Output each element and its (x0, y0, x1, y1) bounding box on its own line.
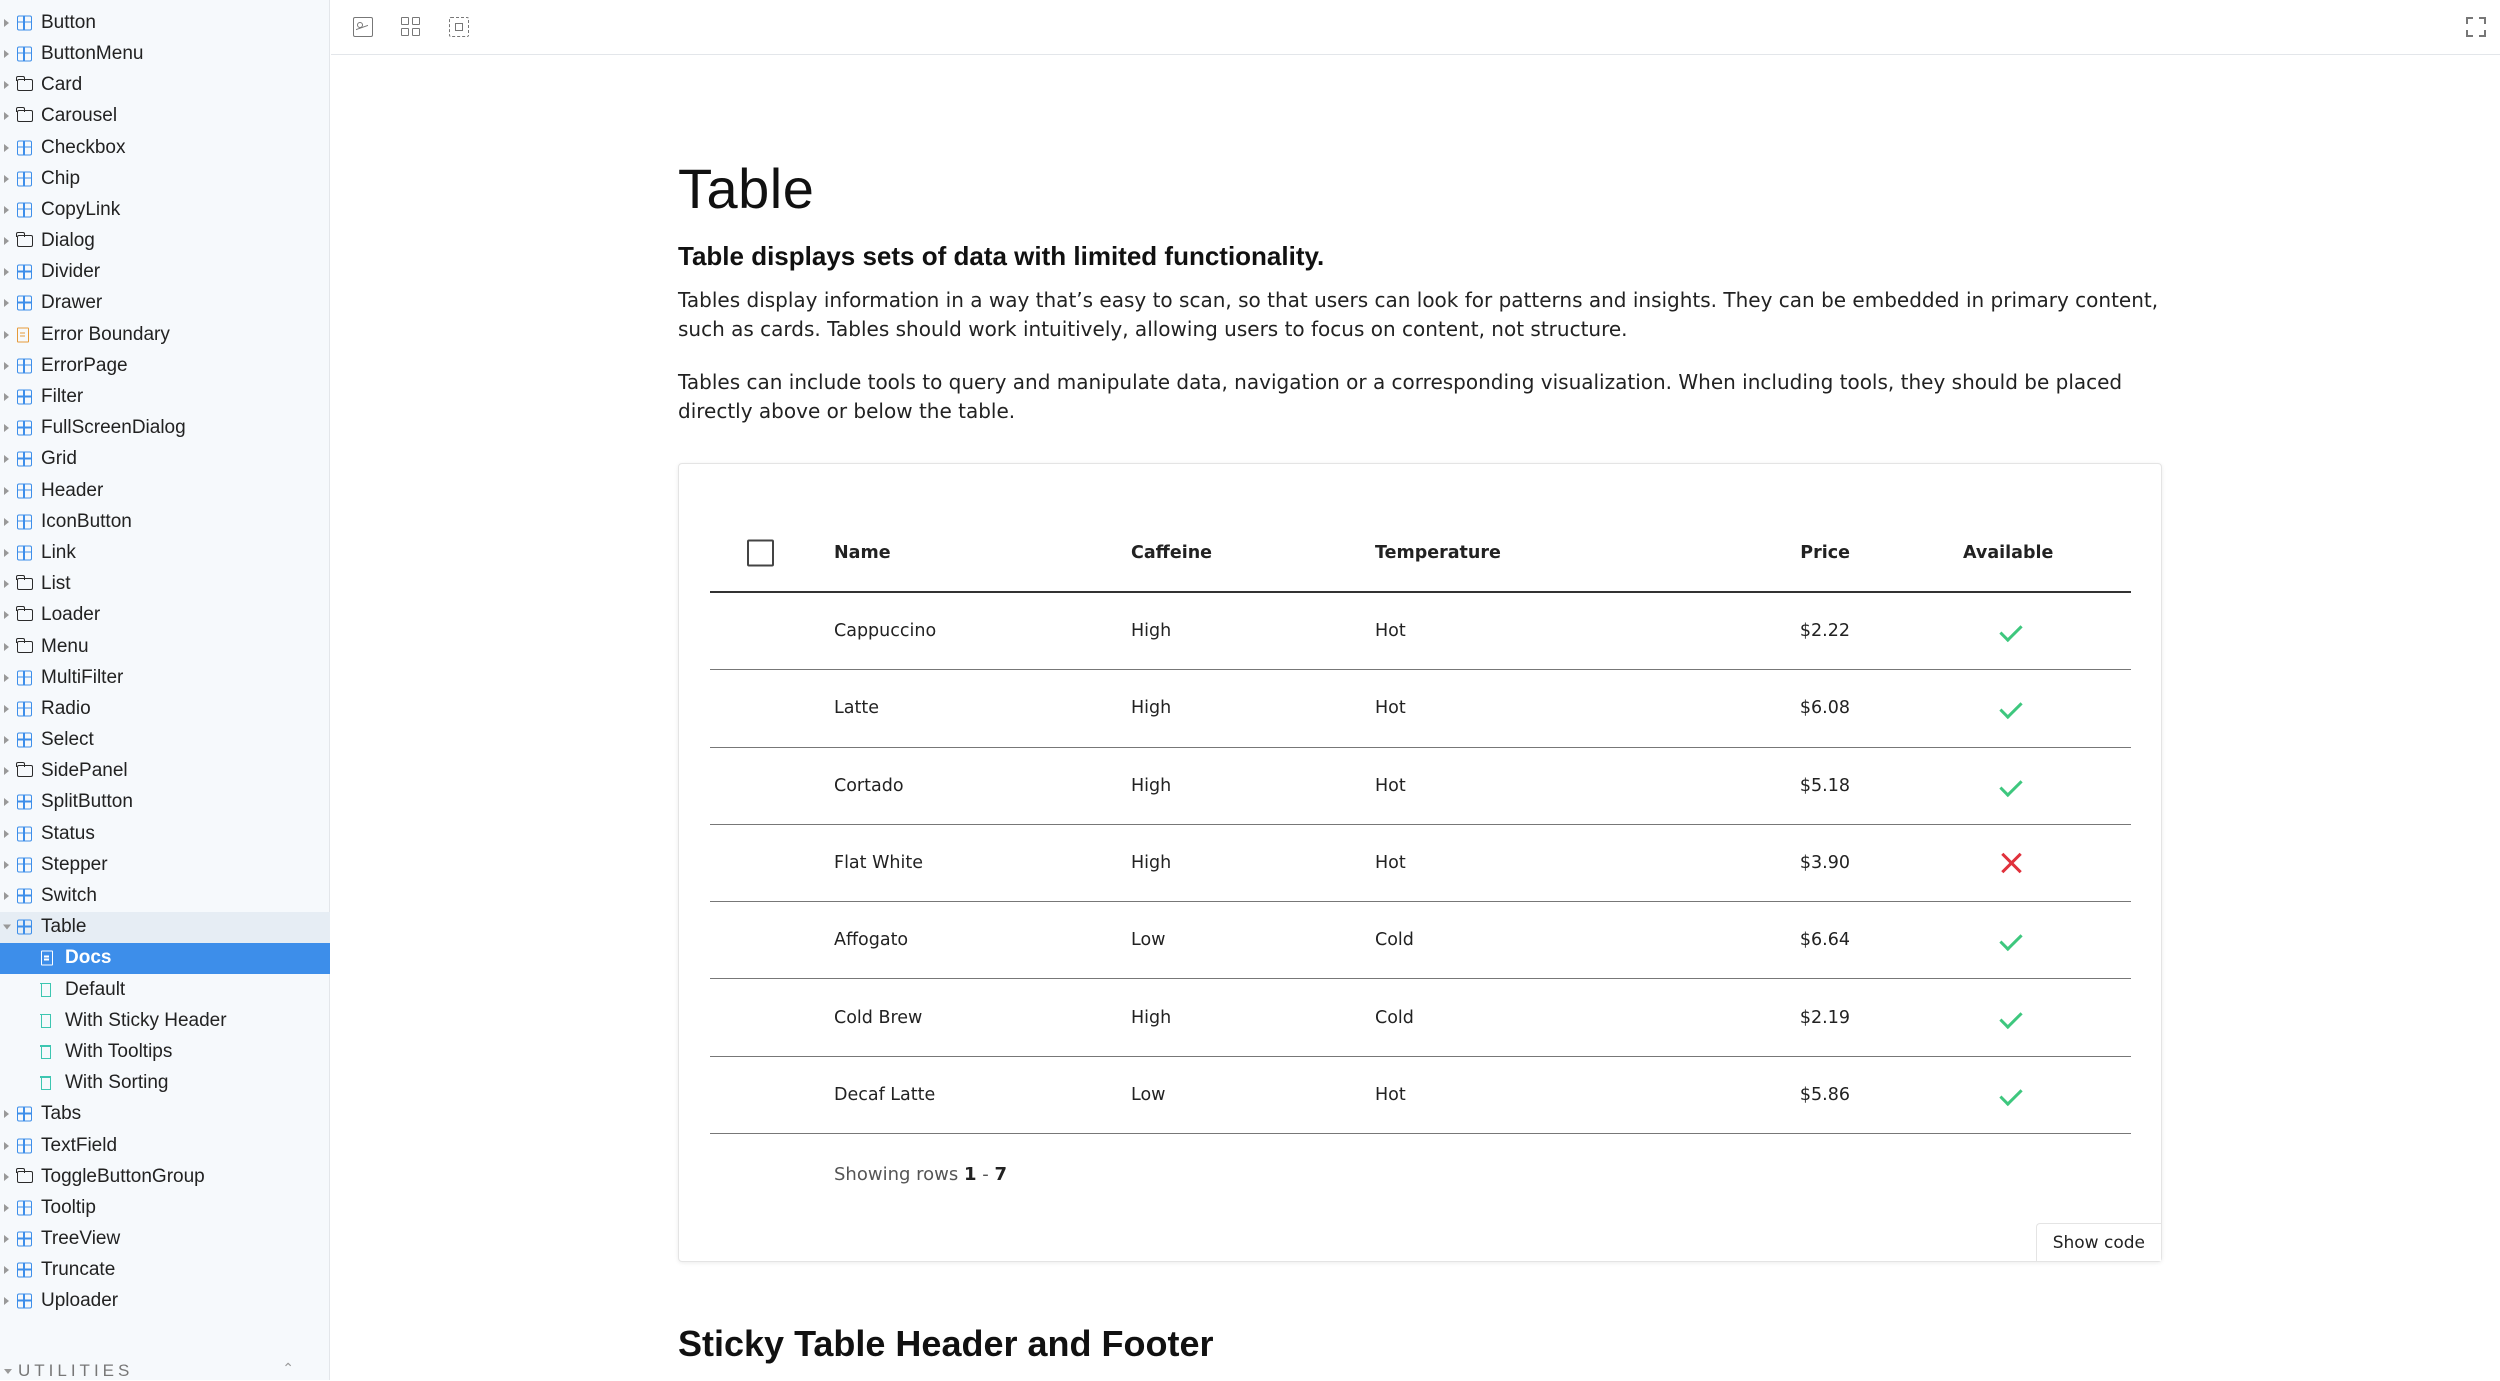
component-icon (17, 15, 32, 30)
chevron-right-icon (4, 268, 9, 276)
chevron-right-icon (4, 50, 9, 58)
folder-icon (17, 765, 33, 777)
sidebar-item-label: Stepper (41, 853, 108, 875)
top-toolbar (331, 0, 2500, 55)
table-row (710, 979, 2131, 1056)
chevron-right-icon (4, 549, 9, 557)
component-icon (17, 452, 32, 467)
chevron-right-icon (4, 892, 9, 900)
chevron-right-icon (4, 1204, 9, 1212)
sidebar-item-table[interactable] (0, 912, 330, 943)
sidebar-item-label: Divider (41, 261, 101, 283)
description-paragraph: Tables can include tools to query and manipulate data, navigation or a corresponding visualization. When including tools, they should be placed directly above or below the table. (678, 370, 2123, 423)
cell-temperature: Cold (1375, 930, 1414, 951)
component-icon (17, 670, 32, 685)
chevron-down-icon (3, 925, 11, 930)
cell-temperature: Hot (1375, 1084, 1406, 1105)
cell-caffeine: High (1131, 853, 1172, 874)
component-icon (17, 701, 32, 716)
sidebar-item-label: Link (41, 541, 76, 563)
sidebar-item-label: Truncate (41, 1259, 116, 1281)
cell-caffeine: Low (1131, 930, 1166, 951)
sidebar-item-label: FullScreenDialog (41, 417, 186, 439)
sidebar-item-select[interactable] (0, 725, 330, 756)
sidebar-item-splitbutton[interactable] (0, 787, 330, 818)
example-card (678, 463, 2162, 1262)
cell-name: Latte (834, 698, 879, 719)
table-row (710, 1057, 2131, 1134)
chevron-right-icon (4, 424, 9, 432)
sidebar-item-label: Drawer (41, 292, 103, 314)
cell-price: $6.64 (1799, 930, 1850, 951)
chevron-right-icon (4, 798, 9, 806)
sidebar-item-label: With Sorting (65, 1072, 169, 1094)
doc-icon (41, 951, 53, 966)
sidebar-item-label: Tooltip (41, 1196, 96, 1218)
chevron-right-icon (4, 487, 9, 495)
sidebar-item-label: IconButton (41, 510, 132, 532)
sidebar-item-label: Checkbox (41, 136, 126, 158)
sidebar-item-with-sticky-header[interactable] (0, 1005, 330, 1036)
sidebar-item-breadcrumbs[interactable] (0, 0, 330, 7)
fullscreen-icon[interactable] (2466, 17, 2486, 37)
sidebar-item-label: TreeView (41, 1228, 121, 1250)
component-icon (17, 1200, 32, 1215)
sidebar-item-dialog[interactable] (0, 226, 330, 257)
component-icon (17, 265, 32, 280)
chevron-right-icon (4, 144, 9, 152)
sidebar-item-button[interactable] (0, 7, 330, 38)
sidebar-item-label: Status (41, 822, 95, 844)
column-header-name: Name (834, 542, 891, 563)
sidebar-item-list[interactable] (0, 569, 330, 600)
component-icon (17, 1232, 32, 1247)
component-icon (17, 358, 32, 373)
story-icon (41, 983, 51, 997)
sidebar-item-status[interactable] (0, 818, 330, 849)
cell-price: $2.22 (1799, 621, 1850, 642)
sidebar-item-with-sorting[interactable] (0, 1068, 330, 1099)
folder-icon (17, 79, 33, 91)
sidebar-item-header[interactable] (0, 475, 330, 506)
data-table (710, 514, 2131, 1134)
component-icon (17, 826, 32, 841)
chevron-right-icon (4, 1297, 9, 1305)
sidebar-item-label: Tabs (41, 1103, 82, 1125)
sidebar-item-stepper[interactable] (0, 849, 330, 880)
sidebar-item-label: Dialog (41, 230, 95, 252)
component-icon (17, 1263, 32, 1278)
chevron-right-icon (4, 331, 9, 339)
chevron-right-icon (4, 1235, 9, 1243)
chevron-right-icon (4, 1110, 9, 1118)
sidebar-item-label: SplitButton (41, 791, 133, 813)
folder-icon (17, 1171, 33, 1183)
outline-icon[interactable] (449, 17, 469, 37)
cell-temperature: Hot (1375, 621, 1406, 642)
table-row (710, 825, 2131, 902)
column-header-price: Price (1800, 542, 1850, 563)
sidebar-item-loader[interactable] (0, 600, 330, 631)
sidebar-item-tabs[interactable] (0, 1099, 330, 1130)
page-subtitle: Table displays sets of data with limited functionality. (678, 241, 1325, 271)
chevron-right-icon (4, 1173, 9, 1181)
component-icon (17, 421, 32, 436)
sidebar-item-label: SidePanel (41, 760, 128, 782)
sidebar-item-divider[interactable] (0, 257, 330, 288)
sidebar-item-label (41, 0, 154, 3)
sidebar-item-label: Table (41, 916, 87, 938)
sidebar-item-label: Radio (41, 697, 91, 719)
cell-name: Cold Brew (834, 1007, 923, 1028)
component-icon (17, 889, 32, 904)
chevron-right-icon (4, 767, 9, 775)
cell-name: Cappuccino (834, 621, 937, 642)
sidebar-item-link[interactable] (0, 537, 330, 568)
story-icon (41, 1076, 51, 1090)
sidebar-item-label: Error Boundary (41, 323, 170, 345)
sidebar-item-radio[interactable] (0, 693, 330, 724)
check-icon (2000, 696, 2024, 720)
column-header-available: Available (1963, 542, 2054, 563)
sidebar-item-iconbutton[interactable] (0, 506, 330, 537)
chevron-right-icon (4, 175, 9, 183)
sidebar-item-textfield[interactable] (0, 1130, 330, 1161)
sidebar-item-docs[interactable] (0, 943, 330, 974)
folder-icon (17, 235, 33, 247)
sidebar-item-carousel[interactable] (0, 101, 330, 132)
sidebar-item-label: Grid (41, 448, 77, 470)
cell-caffeine: Low (1131, 1084, 1166, 1105)
expand-collapse-icon[interactable]: ⌃ (282, 1360, 294, 1376)
utilities-section-header[interactable] (0, 1362, 330, 1380)
cell-name: Flat White (834, 853, 923, 874)
chevron-right-icon (4, 1266, 9, 1274)
chevron-right-icon (4, 299, 9, 307)
cell-price: $5.86 (1799, 1084, 1850, 1105)
table-footer (834, 1164, 1007, 1185)
sidebar-item-label: Switch (41, 885, 97, 907)
sidebar (0, 0, 330, 1380)
component-icon (17, 514, 32, 529)
chevron-right-icon (4, 362, 9, 370)
sidebar-item-with-tooltips[interactable] (0, 1036, 330, 1067)
sidebar-item-errorpage[interactable] (0, 350, 330, 381)
chevron-right-icon (4, 736, 9, 744)
cell-price: $3.90 (1799, 853, 1850, 874)
cell-price: $2.19 (1799, 1007, 1850, 1028)
image-icon[interactable] (353, 17, 373, 37)
footer-separator: - (982, 1164, 989, 1185)
sidebar-item-label: ButtonMenu (41, 42, 144, 64)
check-icon (2000, 1006, 2024, 1030)
cell-name: Decaf Latte (834, 1084, 936, 1105)
sidebar-item-drawer[interactable] (0, 288, 330, 319)
sidebar-item-label: Filter (41, 386, 84, 408)
check-icon (2000, 774, 2024, 798)
cell-price: $5.18 (1799, 775, 1850, 796)
table-body (710, 593, 2131, 1134)
chevron-right-icon (4, 705, 9, 713)
story-icon (41, 1014, 51, 1028)
component-icon (17, 857, 32, 872)
sidebar-item-switch[interactable] (0, 880, 330, 911)
cell-caffeine: High (1131, 698, 1172, 719)
sidebar-item-label: Carousel (41, 105, 118, 127)
cell-name: Affogato (834, 930, 909, 951)
chevron-right-icon (4, 393, 9, 401)
component-icon (17, 171, 32, 186)
folder-icon (17, 609, 33, 621)
chevron-right-icon (4, 861, 9, 869)
sidebar-item-togglebuttongroup[interactable] (0, 1161, 330, 1192)
sidebar-item-label: Header (41, 479, 104, 501)
cell-temperature: Cold (1375, 1007, 1414, 1028)
show-code-button[interactable]: Show code (2036, 1223, 2161, 1261)
sidebar-item-filter[interactable] (0, 381, 330, 412)
component-icon (17, 920, 32, 935)
sidebar-item-label: With Sticky Header (65, 1009, 227, 1031)
sidebar-item-label: Select (41, 729, 94, 751)
sidebar-item-label: CopyLink (41, 198, 121, 220)
check-icon (2000, 1083, 2024, 1107)
footer-prefix: Showing rows (834, 1164, 959, 1185)
component-icon (17, 202, 32, 217)
component-icon (17, 545, 32, 560)
chevron-right-icon (4, 830, 9, 838)
close-icon (2000, 851, 2024, 875)
sidebar-item-card[interactable] (0, 70, 330, 101)
component-icon (17, 483, 32, 498)
chevron-right-icon (4, 112, 9, 120)
sidebar-item-label: Chip (41, 167, 81, 189)
chevron-right-icon (4, 518, 9, 526)
chevron-right-icon (4, 19, 9, 27)
cell-caffeine: High (1131, 1007, 1172, 1028)
component-icon (17, 140, 32, 155)
chevron-right-icon (4, 580, 9, 588)
folder-icon (17, 578, 33, 590)
doc-icon (17, 327, 29, 342)
sidebar-item-label: ToggleButtonGroup (41, 1165, 205, 1187)
sidebar-item-fullscreendialog[interactable] (0, 413, 330, 444)
component-icon (17, 1107, 32, 1122)
select-all-checkbox[interactable] (747, 539, 774, 566)
column-header-caffeine: Caffeine (1131, 542, 1213, 563)
component-icon (17, 296, 32, 311)
chevron-right-icon (4, 643, 9, 651)
sidebar-item-treeview[interactable] (0, 1224, 330, 1255)
sidebar-item-label: Default (65, 978, 126, 1000)
cell-temperature: Hot (1375, 853, 1406, 874)
component-icon (17, 1294, 32, 1309)
chevron-right-icon (4, 81, 9, 89)
sidebar-item-checkbox[interactable] (0, 132, 330, 163)
folder-icon (17, 110, 33, 122)
sidebar-item-label: Button (41, 11, 96, 33)
sidebar-item-label: ErrorPage (41, 354, 128, 376)
component-icon (17, 46, 32, 61)
cell-caffeine: High (1131, 775, 1172, 796)
cell-temperature: Hot (1375, 698, 1406, 719)
chevron-right-icon (4, 237, 9, 245)
sidebar-item-label: Uploader (41, 1290, 119, 1312)
sidebar-item-buttonmenu[interactable] (0, 38, 330, 69)
sidebar-item-label: With Tooltips (65, 1040, 173, 1062)
sidebar-item-tooltip[interactable] (0, 1192, 330, 1223)
folder-icon (17, 641, 33, 653)
sidebar-item-label: MultiFilter (41, 666, 124, 688)
component-icon (17, 390, 32, 405)
cell-name: Cortado (834, 775, 904, 796)
page-title: Table (678, 157, 815, 220)
sidebar-item-truncate[interactable] (0, 1255, 330, 1286)
sidebar-item-copylink[interactable] (0, 194, 330, 225)
footer-from: 1 (963, 1164, 977, 1185)
component-icon (17, 795, 32, 810)
check-icon (2000, 619, 2024, 643)
sidebar-item-default[interactable] (0, 974, 330, 1005)
section-title: Sticky Table Header and Footer (678, 1323, 1214, 1364)
sidebar-item-uploader[interactable] (0, 1286, 330, 1317)
column-header-temperature: Temperature (1375, 542, 1501, 563)
cell-price: $6.08 (1799, 698, 1850, 719)
component-icon (17, 1138, 32, 1153)
table-header-row (710, 514, 2131, 593)
sidebar-item-chip[interactable] (0, 163, 330, 194)
sidebar-item-label: Card (41, 74, 83, 96)
chevron-right-icon (4, 1142, 9, 1150)
sidebar-item-sidepanel[interactable] (0, 756, 330, 787)
grid-icon[interactable] (401, 17, 421, 37)
table-row (710, 748, 2131, 825)
check-icon (2000, 928, 2024, 952)
sidebar-tree (0, 0, 330, 1317)
cell-temperature: Hot (1375, 775, 1406, 796)
sidebar-item-menu[interactable] (0, 631, 330, 662)
table-row (710, 902, 2131, 979)
sidebar-item-multifilter[interactable] (0, 662, 330, 693)
story-icon (41, 1045, 51, 1059)
sidebar-item-label: List (41, 573, 71, 595)
cell-caffeine: High (1131, 621, 1172, 642)
chevron-right-icon (4, 455, 9, 463)
chevron-right-icon (4, 611, 9, 619)
chevron-right-icon (4, 674, 9, 682)
chevron-right-icon (4, 206, 9, 214)
footer-to: 7 (994, 1164, 1008, 1185)
sidebar-item-label: Menu (41, 635, 89, 657)
utilities-label: UTILITIES (18, 1361, 134, 1380)
sidebar-item-label: Loader (41, 604, 101, 626)
table-row (710, 670, 2131, 747)
component-icon (17, 733, 32, 748)
sidebar-item-error-boundary[interactable] (0, 319, 330, 350)
sidebar-item-label: Docs (65, 947, 112, 969)
sidebar-item-grid[interactable] (0, 444, 330, 475)
sidebar-item-label: TextField (41, 1134, 118, 1156)
chevron-down-icon (4, 1369, 12, 1374)
description-paragraph: Tables display information in a way that’s easy to scan, so that users can look for patterns and insights. They can be embedded in primary content, such as cards. Tables should work intuitively, allowing users to focus on content, not structure. (678, 288, 2159, 341)
table-row (710, 593, 2131, 670)
